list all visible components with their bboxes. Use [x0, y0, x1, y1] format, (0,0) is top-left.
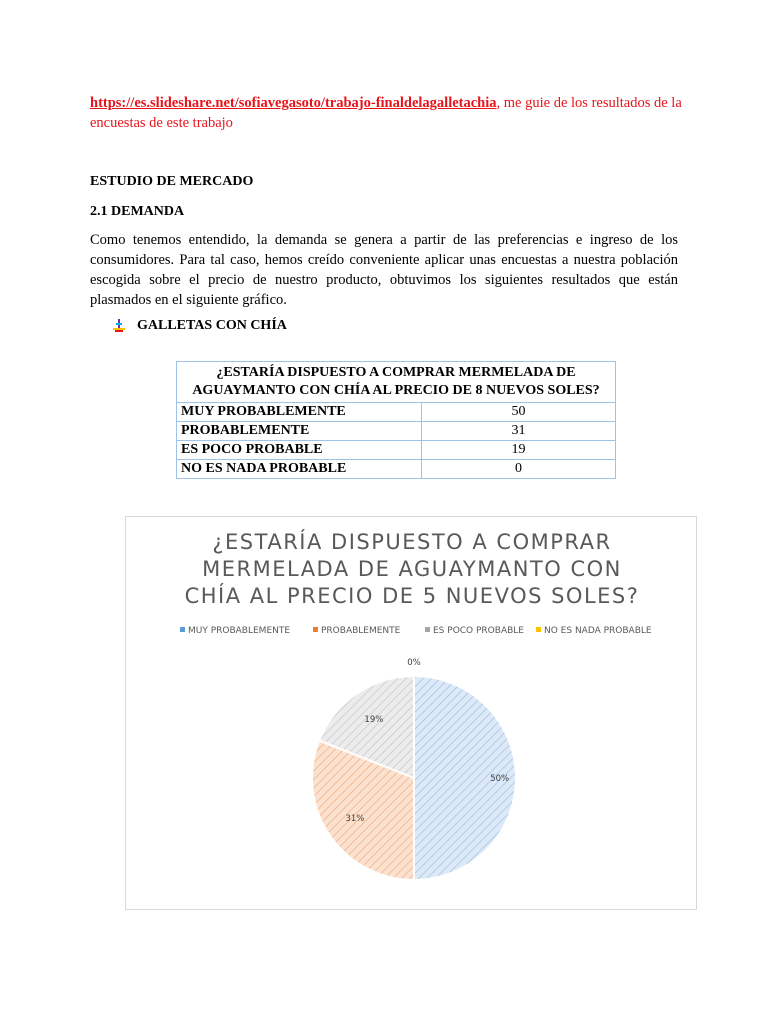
legend-label-probablemente: PROBABLEMENTE — [321, 626, 401, 636]
legend-label-es-poco-probable: ES POCO PROBABLE — [433, 626, 524, 636]
data-label-probablemente: 31% — [345, 814, 365, 825]
bullet-label: GALLETAS CON CHÍA — [137, 318, 287, 333]
reference-link[interactable]: https://es.slideshare.net/sofiavegasoto/trabajo-finaldelagalletachia — [90, 95, 497, 111]
bullet-galletas — [113, 318, 287, 334]
table-row — [177, 403, 616, 422]
legend-swatch-es-poco-probable — [425, 627, 430, 632]
table-cell-value: 50 — [422, 403, 616, 422]
legend-label-no-es-nada-probable: NO ES NADA PROBABLE — [544, 626, 652, 636]
table-cell-label: PROBABLEMENTE — [177, 422, 422, 441]
table-cell-label: MUY PROBABLEMENTE — [177, 403, 422, 422]
table-title: ¿ESTARÍA DISPUESTO A COMPRAR MERMELADA DE AGUAYMANTO CON CHÍA AL PRECIO DE 8 NUEVOS SOLES? — [177, 362, 616, 403]
table-row — [177, 422, 616, 441]
pie-chart-svg — [126, 517, 698, 911]
reference-text: , me guie de los resultados de la encuestas de este trabajo — [90, 95, 682, 131]
pie-chart — [125, 516, 697, 910]
table-cell-value: 19 — [422, 441, 616, 460]
legend-swatch-probablemente — [313, 627, 318, 632]
table-cell-value: 31 — [422, 422, 616, 441]
demand-paragraph: Como tenemos entendido, la demanda se genera a partir de las preferencias e ingreso de los consumidores. Para tal caso, hemos creído conveniente aplicar unas encuestas a nuestra población escogida sobre el precio de nuestro producto, obtuvimos los siguientes resultados que están plasmados en el siguiente gráfico. — [90, 232, 678, 308]
chart-title-line-2: MERMELADA DE AGUAYMANTO CON — [202, 557, 622, 581]
chart-title-line-1: ¿ESTARÍA DISPUESTO A COMPRAR — [212, 530, 612, 554]
bullet-arrow-icon — [113, 319, 125, 333]
heading-estudio-de-mercado: ESTUDIO DE MERCADO — [90, 174, 254, 189]
data-label-es-poco-probable: 19% — [364, 714, 384, 725]
table-row — [177, 460, 616, 479]
legend-swatch-no-es-nada-probable — [536, 627, 541, 632]
table-cell-label: NO ES NADA PROBABLE — [177, 460, 422, 479]
reference-note — [90, 93, 690, 133]
chart-legend — [180, 626, 652, 636]
chart-title-line-3: CHÍA AL PRECIO DE 5 NUEVOS SOLES? — [184, 584, 640, 608]
legend-swatch-muy-probablemente — [180, 627, 185, 632]
survey-table — [176, 361, 616, 479]
pie-slices — [312, 676, 516, 880]
table-header-row — [177, 362, 616, 403]
table-row — [177, 441, 616, 460]
data-label-no-es-nada-probable: 0% — [407, 658, 421, 668]
legend-label-muy-probablemente: MUY PROBABLEMENTE — [188, 626, 291, 636]
heading-demanda: 2.1 DEMANDA — [90, 204, 185, 219]
table-cell-value: 0 — [422, 460, 616, 479]
table-cell-label: ES POCO PROBABLE — [177, 441, 422, 460]
data-label-muy-probablemente: 50% — [490, 774, 510, 784]
